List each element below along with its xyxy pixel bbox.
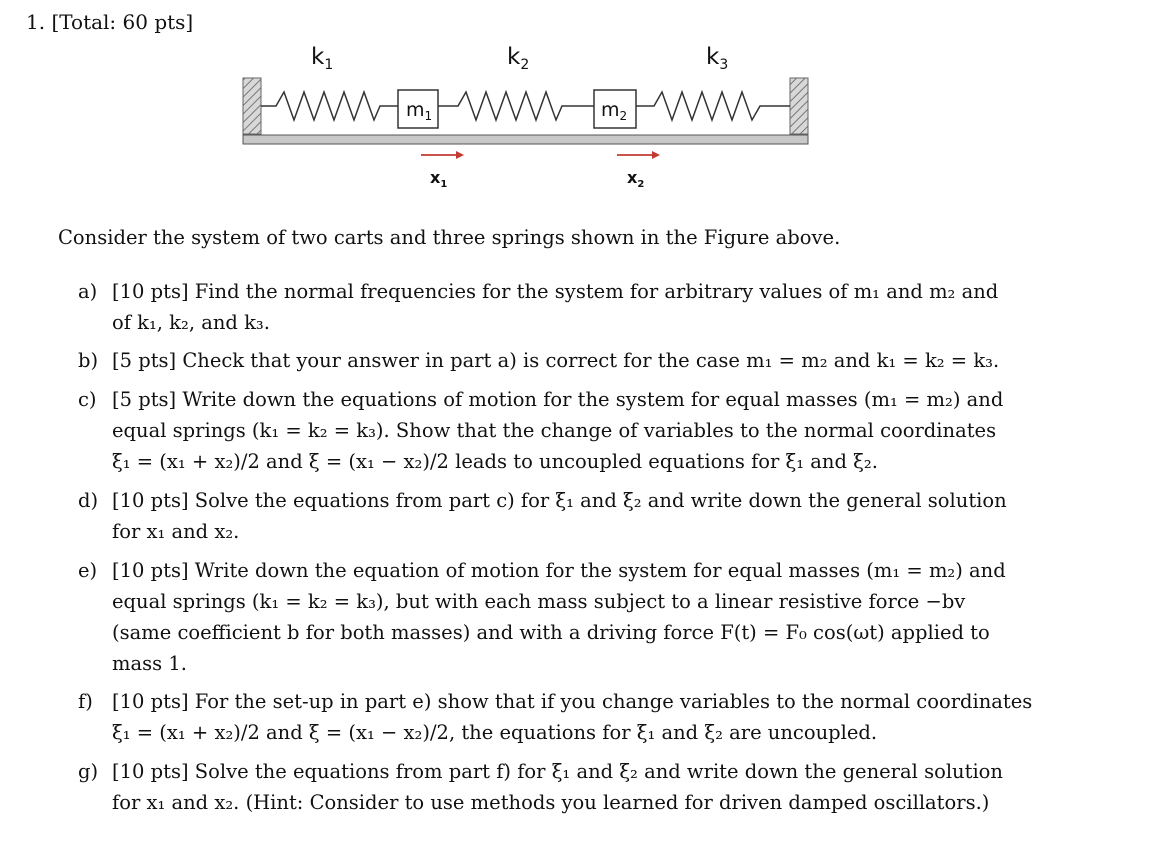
problem-header: 1. [Total: 60 pts] — [26, 10, 194, 34]
part-label: e) — [78, 559, 98, 582]
mass-m1-label: m — [406, 99, 425, 121]
x2-label: x — [627, 168, 638, 187]
spring-k2-label: k — [507, 44, 521, 70]
spring-mass-figure — [240, 40, 815, 200]
svg-text:k3 — [706, 44, 728, 73]
text-line: [10 pts] Solve the equations from part f) for ξ₁ and ξ₂ and write down the general solution — [112, 760, 1003, 783]
x1-label: x — [430, 168, 441, 187]
part-label: g) — [78, 760, 99, 783]
svg-text:x1 — [430, 168, 447, 190]
text-line: equal springs (k₁ = k₂ = k₃), but with each mass subject to a linear resistive force −bv — [112, 590, 966, 613]
text-line: ξ₁ = (x₁ + x₂)/2 and ξ = (x₁ − x₂)/2, the equations for ξ₁ and ξ₂ are uncoupled. — [112, 721, 878, 744]
text-line: [10 pts] Solve the equations from part c) for ξ₁ and ξ₂ and write down the general solution — [112, 489, 1007, 512]
text-line: [5 pts] Check that your answer in part a) is correct for the case m₁ = m₂ and k₁ = k₂ = k₃. — [112, 349, 1000, 372]
text-line: mass 1. — [112, 652, 187, 675]
spring-k1 — [261, 92, 398, 120]
part-text — [112, 686, 1084, 748]
svg-text:k1 — [311, 44, 333, 73]
x1-subscript: 1 — [440, 179, 448, 190]
mass-m1-subscript: 1 — [424, 109, 433, 123]
text-line: [10 pts] Write down the equation of motion for the system for equal masses (m₁ = m₂) and — [112, 559, 1006, 582]
left-wall — [243, 78, 261, 134]
spring-k3-label: k — [706, 44, 720, 70]
problem-intro: Consider the system of two carts and three springs shown in the Figure above. — [58, 226, 841, 249]
text-line: for x₁ and x₂. — [112, 520, 240, 543]
text-line: [10 pts] Find the normal frequencies for the system for arbitrary values of m₁ and m₂ and — [112, 280, 999, 303]
text-line: [10 pts] For the set-up in part e) show that if you change variables to the normal coordinates — [112, 690, 1033, 713]
part-text — [112, 345, 1084, 376]
text-line: for x₁ and x₂. (Hint: Consider to use methods you learned for driven damped oscillators.) — [112, 791, 990, 814]
part-text — [112, 485, 1084, 547]
svg-text:k2 — [507, 44, 529, 73]
part-text — [112, 756, 1084, 818]
spring-k2-subscript: 2 — [520, 57, 530, 73]
text-line: of k₁, k₂, and k₃. — [112, 311, 270, 334]
svg-text:x2 — [627, 168, 644, 190]
part-text — [112, 555, 1084, 679]
mass-m2-label: m — [601, 99, 620, 121]
spring-k3-subscript: 3 — [719, 57, 729, 73]
text-line: ξ₁ = (x₁ + x₂)/2 and ξ = (x₁ − x₂)/2 leads to uncoupled equations for ξ₁ and ξ₂. — [112, 450, 878, 473]
text-line: (same coefficient b for both masses) and with a driving force F(t) = F₀ cos(ωt) applied to — [112, 621, 990, 644]
spring-k1-subscript: 1 — [324, 57, 334, 73]
part-label: d) — [78, 489, 99, 512]
part-text — [112, 276, 1084, 338]
x2-subscript: 2 — [637, 179, 645, 190]
spring-k3 — [636, 92, 790, 120]
mass-m2-subscript: 2 — [619, 109, 628, 123]
part-label: c) — [78, 388, 97, 411]
spring-k2 — [438, 92, 594, 120]
part-label: a) — [78, 280, 98, 303]
text-line: [5 pts] Write down the equations of motion for the system for equal masses (m₁ = m₂) and — [112, 388, 1004, 411]
part-text — [112, 384, 1084, 477]
arrow-x2 — [617, 151, 660, 159]
spring-k1-label: k — [311, 44, 325, 70]
arrow-x1 — [421, 151, 464, 159]
part-label: b) — [78, 349, 99, 372]
text-line: equal springs (k₁ = k₂ = k₃). Show that the change of variables to the normal coordinates — [112, 419, 997, 442]
right-wall — [790, 78, 808, 134]
track — [243, 135, 808, 144]
part-label: f) — [78, 690, 93, 713]
